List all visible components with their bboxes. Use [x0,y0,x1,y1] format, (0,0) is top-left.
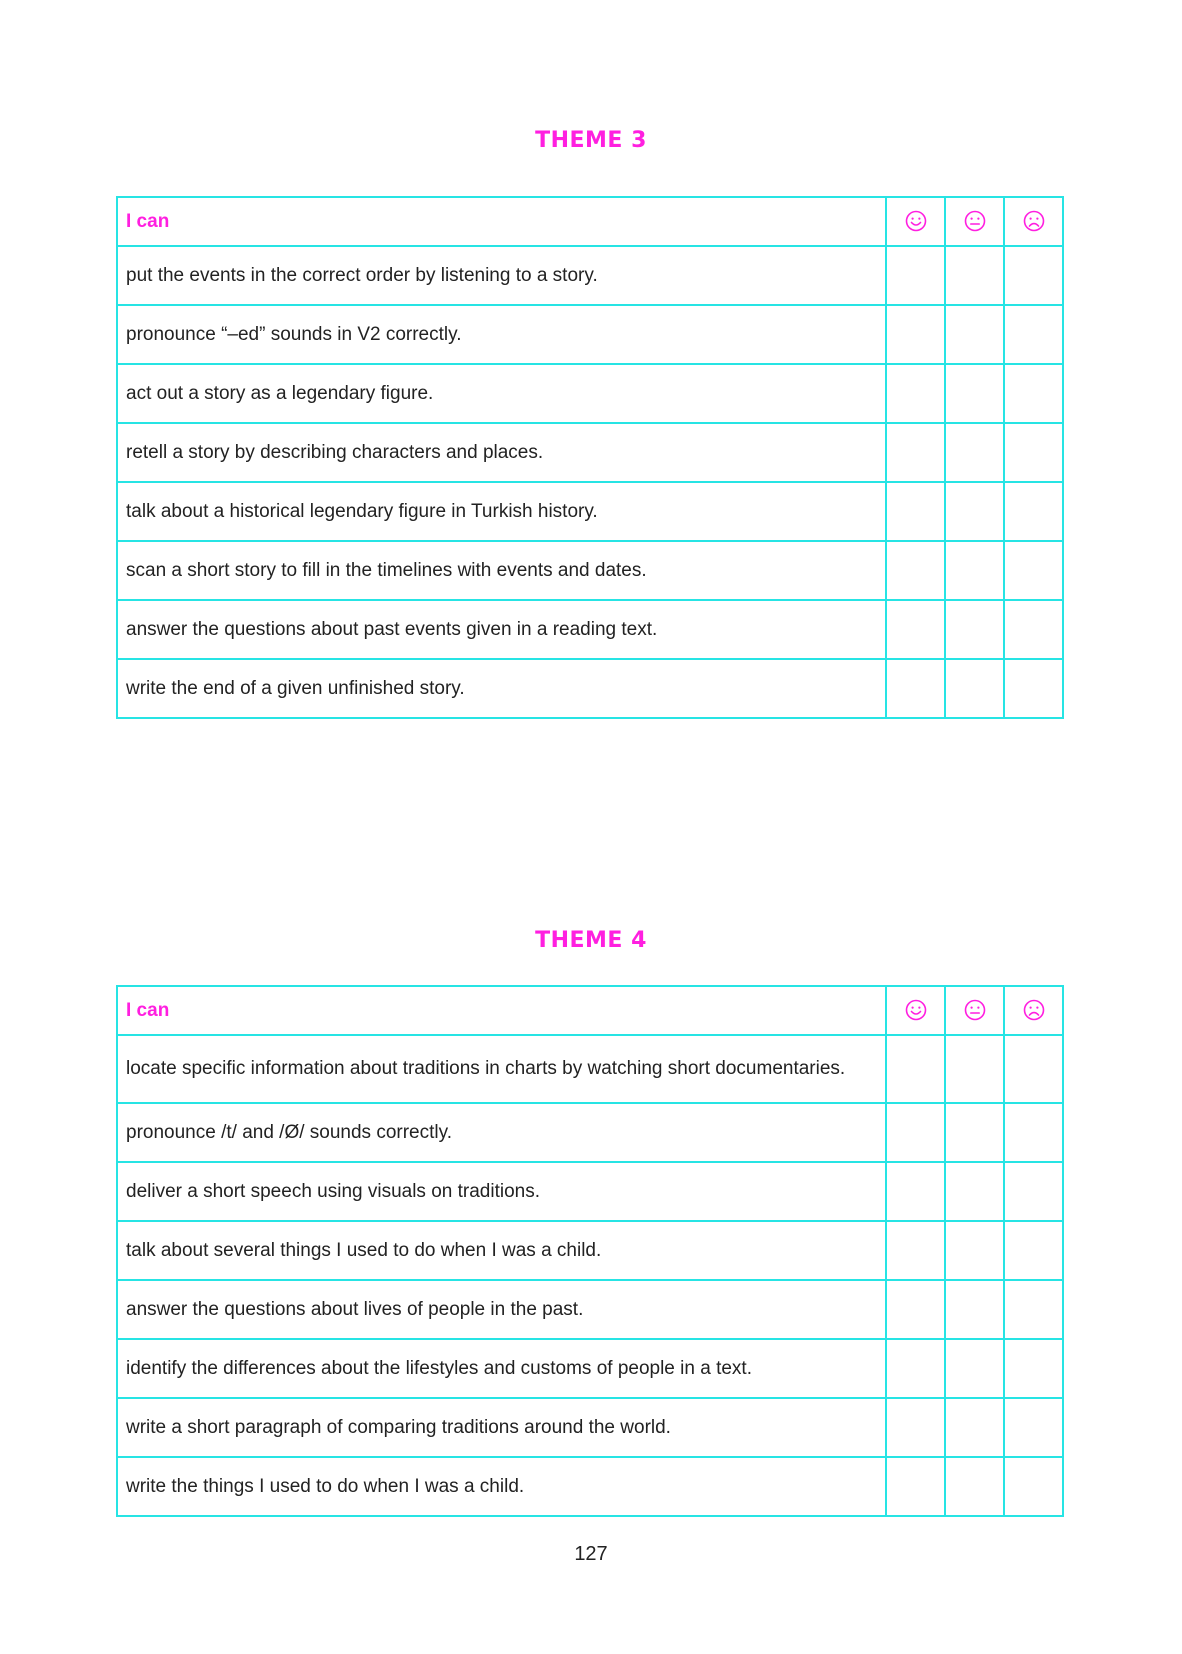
theme-3-checklist-table [116,196,1064,719]
can-do-statement: scan a short story to fill in the timelines with events and dates. [117,541,886,600]
smiling-checkbox-cell[interactable] [886,1221,945,1280]
neutral-checkbox-cell[interactable] [945,600,1004,659]
neutral-checkbox-cell[interactable] [945,1457,1004,1516]
table-row [117,1035,1063,1103]
table-row [117,1280,1063,1339]
neutral-checkbox-cell[interactable] [945,659,1004,718]
frowning-checkbox-cell[interactable] [1004,1221,1063,1280]
frowning-checkbox-cell[interactable] [1004,1280,1063,1339]
frowning-checkbox-cell[interactable] [1004,1162,1063,1221]
frowning-checkbox-cell[interactable] [1004,600,1063,659]
table-row [117,600,1063,659]
smiling-checkbox-cell[interactable] [886,541,945,600]
smiling-face-header [886,986,945,1035]
neutral-checkbox-cell[interactable] [945,1221,1004,1280]
neutral-face-header [945,986,1004,1035]
table-row [117,659,1063,718]
page-number: 127 [574,1543,608,1565]
frowning-checkbox-cell[interactable] [1004,1035,1063,1103]
table-header-row [117,986,1063,1035]
frowning-checkbox-cell[interactable] [1004,1339,1063,1398]
theme-4-title: THEME 4 [535,928,647,953]
table-row [117,1457,1063,1516]
smiling-checkbox-cell[interactable] [886,1280,945,1339]
can-do-statement: talk about a historical legendary figure in Turkish history. [117,482,886,541]
can-do-statement: pronounce /t/ and /Ø/ sounds correctly. [117,1103,886,1162]
smiling-checkbox-cell[interactable] [886,1457,945,1516]
smiling-checkbox-cell[interactable] [886,246,945,305]
neutral-checkbox-cell[interactable] [945,1035,1004,1103]
can-do-statement: locate specific information about traditions in charts by watching short documentaries. [117,1035,886,1103]
theme-3-title: THEME 3 [535,128,647,153]
smiling-checkbox-cell[interactable] [886,482,945,541]
neutral-checkbox-cell[interactable] [945,541,1004,600]
can-do-statement: retell a story by describing characters and places. [117,423,886,482]
frowning-checkbox-cell[interactable] [1004,305,1063,364]
table-row [117,1398,1063,1457]
smiling-face-icon [905,999,927,1021]
can-do-statement: write the end of a given unfinished story. [117,659,886,718]
frowning-checkbox-cell[interactable] [1004,541,1063,600]
neutral-checkbox-cell[interactable] [945,1103,1004,1162]
smiling-checkbox-cell[interactable] [886,305,945,364]
neutral-checkbox-cell[interactable] [945,1280,1004,1339]
frowning-checkbox-cell[interactable] [1004,1103,1063,1162]
frowning-checkbox-cell[interactable] [1004,1398,1063,1457]
smiling-checkbox-cell[interactable] [886,1398,945,1457]
theme-4-checklist-table [116,985,1064,1517]
neutral-checkbox-cell[interactable] [945,1162,1004,1221]
can-do-statement: write a short paragraph of comparing traditions around the world. [117,1398,886,1457]
frowning-checkbox-cell[interactable] [1004,423,1063,482]
can-do-statement: identify the differences about the lifestyles and customs of people in a text. [117,1339,886,1398]
frowning-face-header [1004,197,1063,246]
smiling-checkbox-cell[interactable] [886,1339,945,1398]
can-do-statement: talk about several things I used to do when I was a child. [117,1221,886,1280]
smiling-checkbox-cell[interactable] [886,1162,945,1221]
smiling-checkbox-cell[interactable] [886,1103,945,1162]
neutral-checkbox-cell[interactable] [945,1398,1004,1457]
frowning-face-header [1004,986,1063,1035]
table-row [117,364,1063,423]
table-row [117,1162,1063,1221]
can-do-statement: pronounce “–ed” sounds in V2 correctly. [117,305,886,364]
table-row [117,1221,1063,1280]
table-row [117,246,1063,305]
table-header-row [117,197,1063,246]
neutral-checkbox-cell[interactable] [945,1339,1004,1398]
smiling-checkbox-cell[interactable] [886,1035,945,1103]
smiling-checkbox-cell[interactable] [886,364,945,423]
neutral-face-icon [964,999,986,1021]
table-row [117,1339,1063,1398]
can-do-statement: answer the questions about past events given in a reading text. [117,600,886,659]
frowning-face-icon [1023,999,1045,1021]
smiling-checkbox-cell[interactable] [886,423,945,482]
i-can-header: I can [117,986,886,1035]
table-row [117,305,1063,364]
neutral-face-icon [964,210,986,232]
frowning-checkbox-cell[interactable] [1004,659,1063,718]
can-do-statement: write the things I used to do when I was a child. [117,1457,886,1516]
can-do-statement: act out a story as a legendary figure. [117,364,886,423]
neutral-checkbox-cell[interactable] [945,246,1004,305]
table-row [117,1103,1063,1162]
neutral-checkbox-cell[interactable] [945,423,1004,482]
can-do-statement: put the events in the correct order by listening to a story. [117,246,886,305]
frowning-face-icon [1023,210,1045,232]
smiling-checkbox-cell[interactable] [886,600,945,659]
neutral-checkbox-cell[interactable] [945,305,1004,364]
can-do-statement: deliver a short speech using visuals on traditions. [117,1162,886,1221]
table-row [117,423,1063,482]
table-row [117,482,1063,541]
neutral-checkbox-cell[interactable] [945,482,1004,541]
frowning-checkbox-cell[interactable] [1004,1457,1063,1516]
frowning-checkbox-cell[interactable] [1004,246,1063,305]
frowning-checkbox-cell[interactable] [1004,364,1063,423]
smiling-face-header [886,197,945,246]
neutral-checkbox-cell[interactable] [945,364,1004,423]
frowning-checkbox-cell[interactable] [1004,482,1063,541]
smiling-checkbox-cell[interactable] [886,659,945,718]
can-do-statement: answer the questions about lives of people in the past. [117,1280,886,1339]
neutral-face-header [945,197,1004,246]
i-can-header: I can [117,197,886,246]
smiling-face-icon [905,210,927,232]
table-row [117,541,1063,600]
